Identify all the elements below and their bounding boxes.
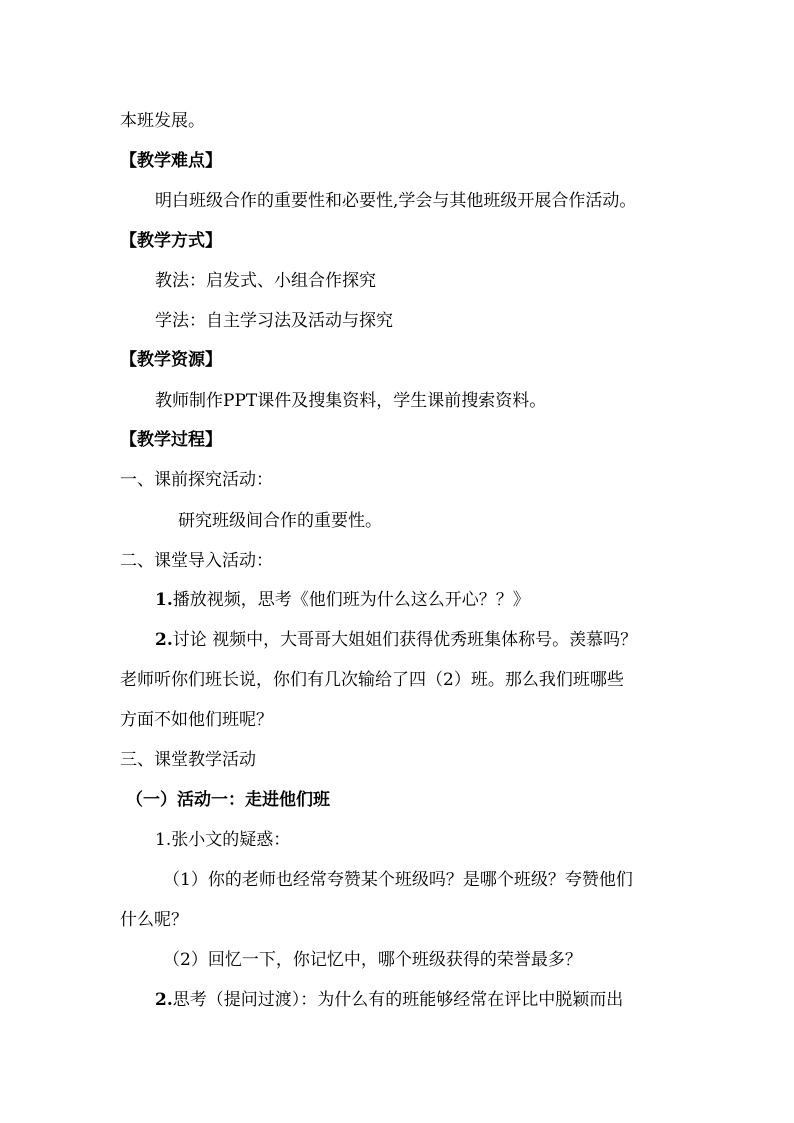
section-heading-difficulty: 【教学难点】 (120, 151, 222, 171)
paragraph-text: 教法：启发式、小组合作探究 (155, 271, 376, 291)
question-item: （2）回忆一下，你记忆中，哪个班级获得的荣誉最多？ (163, 950, 582, 970)
paragraph-text: 老师听你们班长说，你们有几次输给了四（2）班。那么我们班哪些 (120, 670, 624, 690)
list-item (155, 589, 530, 611)
paragraph-text: 学法：自主学习法及活动与探究 (155, 311, 393, 331)
paragraph-text: 明白班级合作的重要性和必要性,学会与其他班级开展合作活动。 (155, 191, 637, 211)
section-heading-method: 【教学方式】 (120, 231, 222, 251)
question-item: （1）你的老师也经常夸赞某个班级吗？是哪个班级？夸赞他们 (163, 870, 633, 890)
section-heading-process: 【教学过程】 (120, 430, 222, 450)
item-text: 讨论 视频中，大哥哥大姐姐们获得优秀班集体称号。羡慕吗？ (172, 630, 638, 650)
list-heading: 二、课堂导入活动： (120, 551, 273, 571)
list-item (155, 629, 637, 651)
item-text: 播放视频，思考《他们班为什么这么开心？？》 (172, 590, 530, 610)
item-number: 2. (155, 990, 173, 1010)
section-heading-resources: 【教学资源】 (120, 350, 222, 370)
activity-heading: （一）活动一：走进他们班 (126, 790, 330, 810)
paragraph-text: 什么呢？ (120, 910, 188, 930)
item-text: 思考（提问过渡）：为什么有的班能够经常在评比中脱颖而出 (172, 990, 624, 1010)
paragraph-text: 本班发展。 (120, 111, 205, 131)
paragraph-text: 研究班级间合作的重要性。 (178, 511, 382, 531)
list-item (155, 989, 623, 1011)
paragraph-text: 教师制作PPT课件及搜集资料，学生课前搜索资料。 (155, 391, 547, 411)
item-number: 1. (155, 590, 173, 610)
list-heading: 三、课堂教学活动 (120, 750, 256, 770)
list-heading: 一、课前探究活动： (120, 470, 273, 490)
paragraph-text: 方面不如他们班呢？ (120, 710, 273, 730)
list-item: 1.张小文的疑惑： (155, 830, 291, 850)
item-number: 2. (155, 630, 173, 650)
